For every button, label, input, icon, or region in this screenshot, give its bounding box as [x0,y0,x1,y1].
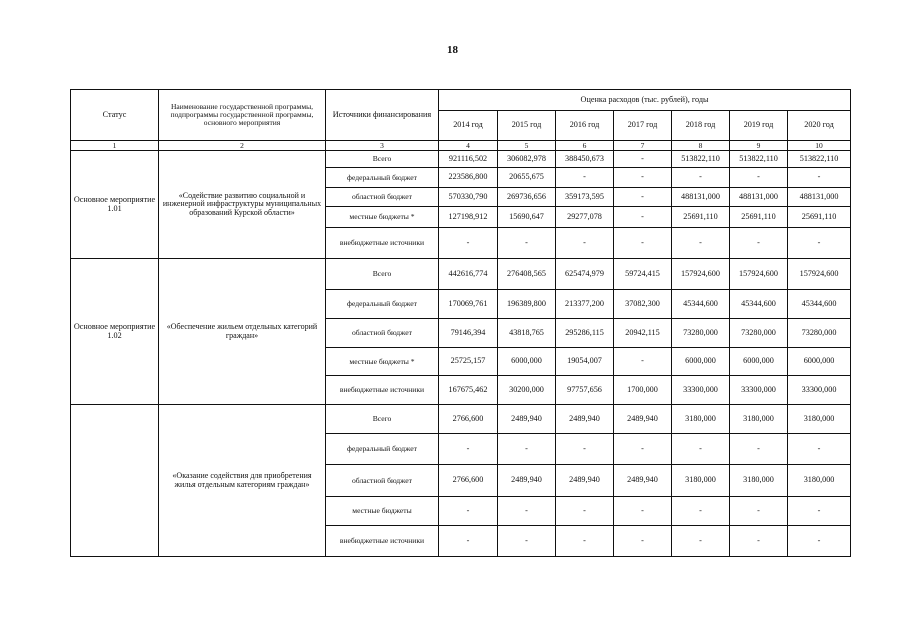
event-name-cell: «Обеспечение жильем отдельных категорий граждан» [159,259,326,405]
value-cell: 3180,000 [730,465,788,497]
value-cell: 20655,675 [498,168,556,188]
value-cell: - [788,168,851,188]
value-cell: - [498,434,556,465]
value-cell: 2766,600 [439,465,498,497]
value-cell: - [730,497,788,526]
status-cell: Основное мероприятие 1.02 [71,259,159,405]
funding-source-cell: областной бюджет [326,465,439,497]
column-number: 6 [556,141,614,151]
value-cell: - [614,497,672,526]
value-cell: 157924,600 [730,259,788,290]
column-number: 8 [672,141,730,151]
value-cell: 3180,000 [672,405,730,434]
value-cell: 269736,656 [498,188,556,207]
value-cell: 513822,110 [788,151,851,168]
value-cell: 442616,774 [439,259,498,290]
value-cell: 127198,912 [439,207,498,228]
funding-source-cell: областной бюджет [326,319,439,348]
expense-table [70,89,851,557]
value-cell: 20942,115 [614,319,672,348]
value-cell: 157924,600 [788,259,851,290]
value-cell: - [614,207,672,228]
value-cell: - [730,526,788,557]
column-number: 1 [71,141,159,151]
funding-source-cell: местные бюджеты * [326,348,439,376]
value-cell: 3180,000 [788,465,851,497]
value-cell: 73280,000 [730,319,788,348]
status-cell: Основное мероприятие 1.01 [71,151,159,259]
value-cell: - [498,497,556,526]
value-cell: 45344,600 [788,290,851,319]
value-cell: - [788,434,851,465]
header-year: 2014 год [439,111,498,141]
value-cell: 43818,765 [498,319,556,348]
column-number: 2 [159,141,326,151]
header-year: 2019 год [730,111,788,141]
header-expenses: Оценка расходов (тыс. рублей), годы [439,90,851,111]
value-cell: - [556,526,614,557]
value-cell: 3180,000 [672,465,730,497]
value-cell: 513822,110 [672,151,730,168]
funding-source-cell: областной бюджет [326,188,439,207]
column-number: 4 [439,141,498,151]
value-cell: 2489,940 [614,405,672,434]
value-cell: 2766,600 [439,405,498,434]
value-cell: 33300,000 [672,376,730,405]
value-cell: 73280,000 [788,319,851,348]
value-cell: 6000,000 [788,348,851,376]
value-cell: - [672,168,730,188]
value-cell: - [439,434,498,465]
value-cell: - [788,228,851,259]
value-cell: 25725,157 [439,348,498,376]
value-cell: - [439,526,498,557]
value-cell: 15690,647 [498,207,556,228]
value-cell: 157924,600 [672,259,730,290]
value-cell: 196389,800 [498,290,556,319]
value-cell: - [614,526,672,557]
value-cell: 3180,000 [730,405,788,434]
header-year: 2015 год [498,111,556,141]
value-cell: 488131,000 [672,188,730,207]
value-cell: 45344,600 [730,290,788,319]
value-cell: 2489,940 [556,465,614,497]
value-cell: - [498,526,556,557]
value-cell: - [614,434,672,465]
value-cell: - [730,228,788,259]
value-cell: 25691,110 [672,207,730,228]
value-cell: - [672,434,730,465]
value-cell: 6000,000 [498,348,556,376]
value-cell: 29277,078 [556,207,614,228]
value-cell: 97757,656 [556,376,614,405]
value-cell: 2489,940 [498,405,556,434]
value-cell: 79146,394 [439,319,498,348]
value-cell: 513822,110 [730,151,788,168]
value-cell: 2489,940 [498,465,556,497]
value-cell: - [672,497,730,526]
value-cell: 223586,800 [439,168,498,188]
value-cell: - [788,497,851,526]
funding-source-cell: федеральный бюджет [326,168,439,188]
page-number: 18 [447,44,458,56]
value-cell: 25691,110 [730,207,788,228]
value-cell: - [556,168,614,188]
value-cell: - [556,434,614,465]
value-cell: - [556,497,614,526]
column-number: 7 [614,141,672,151]
header-year: 2016 год [556,111,614,141]
column-number: 9 [730,141,788,151]
value-cell: - [672,228,730,259]
value-cell: 45344,600 [672,290,730,319]
value-cell: 213377,200 [556,290,614,319]
value-cell: 170069,761 [439,290,498,319]
funding-source-cell: Всего [326,151,439,168]
value-cell: 488131,000 [788,188,851,207]
value-cell: - [498,228,556,259]
header-status: Статус [71,90,159,141]
value-cell: 25691,110 [788,207,851,228]
table-row [71,151,851,168]
value-cell: 73280,000 [672,319,730,348]
value-cell: 1700,000 [614,376,672,405]
value-cell: 570330,790 [439,188,498,207]
value-cell: - [439,228,498,259]
column-number: 10 [788,141,851,151]
funding-source-cell: федеральный бюджет [326,290,439,319]
funding-source-cell: Всего [326,405,439,434]
value-cell: 3180,000 [788,405,851,434]
column-number: 3 [326,141,439,151]
value-cell: 2489,940 [614,465,672,497]
value-cell: 59724,415 [614,259,672,290]
value-cell: 921116,502 [439,151,498,168]
funding-source-cell: федеральный бюджет [326,434,439,465]
funding-source-cell: местные бюджеты * [326,207,439,228]
value-cell: - [556,228,614,259]
value-cell: - [614,228,672,259]
column-number: 5 [498,141,556,151]
value-cell: - [672,526,730,557]
value-cell: - [614,151,672,168]
value-cell: - [439,497,498,526]
value-cell: 388450,673 [556,151,614,168]
funding-source-cell: Всего [326,259,439,290]
table-row [71,259,851,290]
value-cell: 6000,000 [730,348,788,376]
event-name-cell: «Оказание содействия для приобретения жилья отдельным категориям граждан» [159,405,326,557]
value-cell: - [730,434,788,465]
funding-source-cell: внебюджетные источники [326,526,439,557]
event-name-cell: «Содействие развитию социальной и инженерной инфраструктуры муниципальных образований Курской области» [159,151,326,259]
value-cell: - [614,348,672,376]
value-cell: 6000,000 [672,348,730,376]
table-body [71,151,851,557]
value-cell: - [614,168,672,188]
funding-source-cell: внебюджетные источники [326,228,439,259]
value-cell: 30200,000 [498,376,556,405]
header-sources: Источники финансирования [326,90,439,141]
value-cell: 306082,978 [498,151,556,168]
value-cell: 167675,462 [439,376,498,405]
header-name: Наименование государственной программы, подпрограммы государственной программы, основного мероприятия [159,90,326,141]
value-cell: 33300,000 [788,376,851,405]
header-year: 2020 год [788,111,851,141]
header-year: 2017 год [614,111,672,141]
header-year: 2018 год [672,111,730,141]
value-cell: 276408,565 [498,259,556,290]
value-cell: 295286,115 [556,319,614,348]
status-cell [71,405,159,557]
value-cell: - [614,188,672,207]
funding-source-cell: внебюджетные источники [326,376,439,405]
table-row [71,405,851,434]
value-cell: - [788,526,851,557]
value-cell: 2489,940 [556,405,614,434]
value-cell: 625474,979 [556,259,614,290]
value-cell: 33300,000 [730,376,788,405]
value-cell: 488131,000 [730,188,788,207]
value-cell: 37082,300 [614,290,672,319]
funding-source-cell: местные бюджеты [326,497,439,526]
value-cell: 19054,007 [556,348,614,376]
value-cell: - [730,168,788,188]
value-cell: 359173,595 [556,188,614,207]
